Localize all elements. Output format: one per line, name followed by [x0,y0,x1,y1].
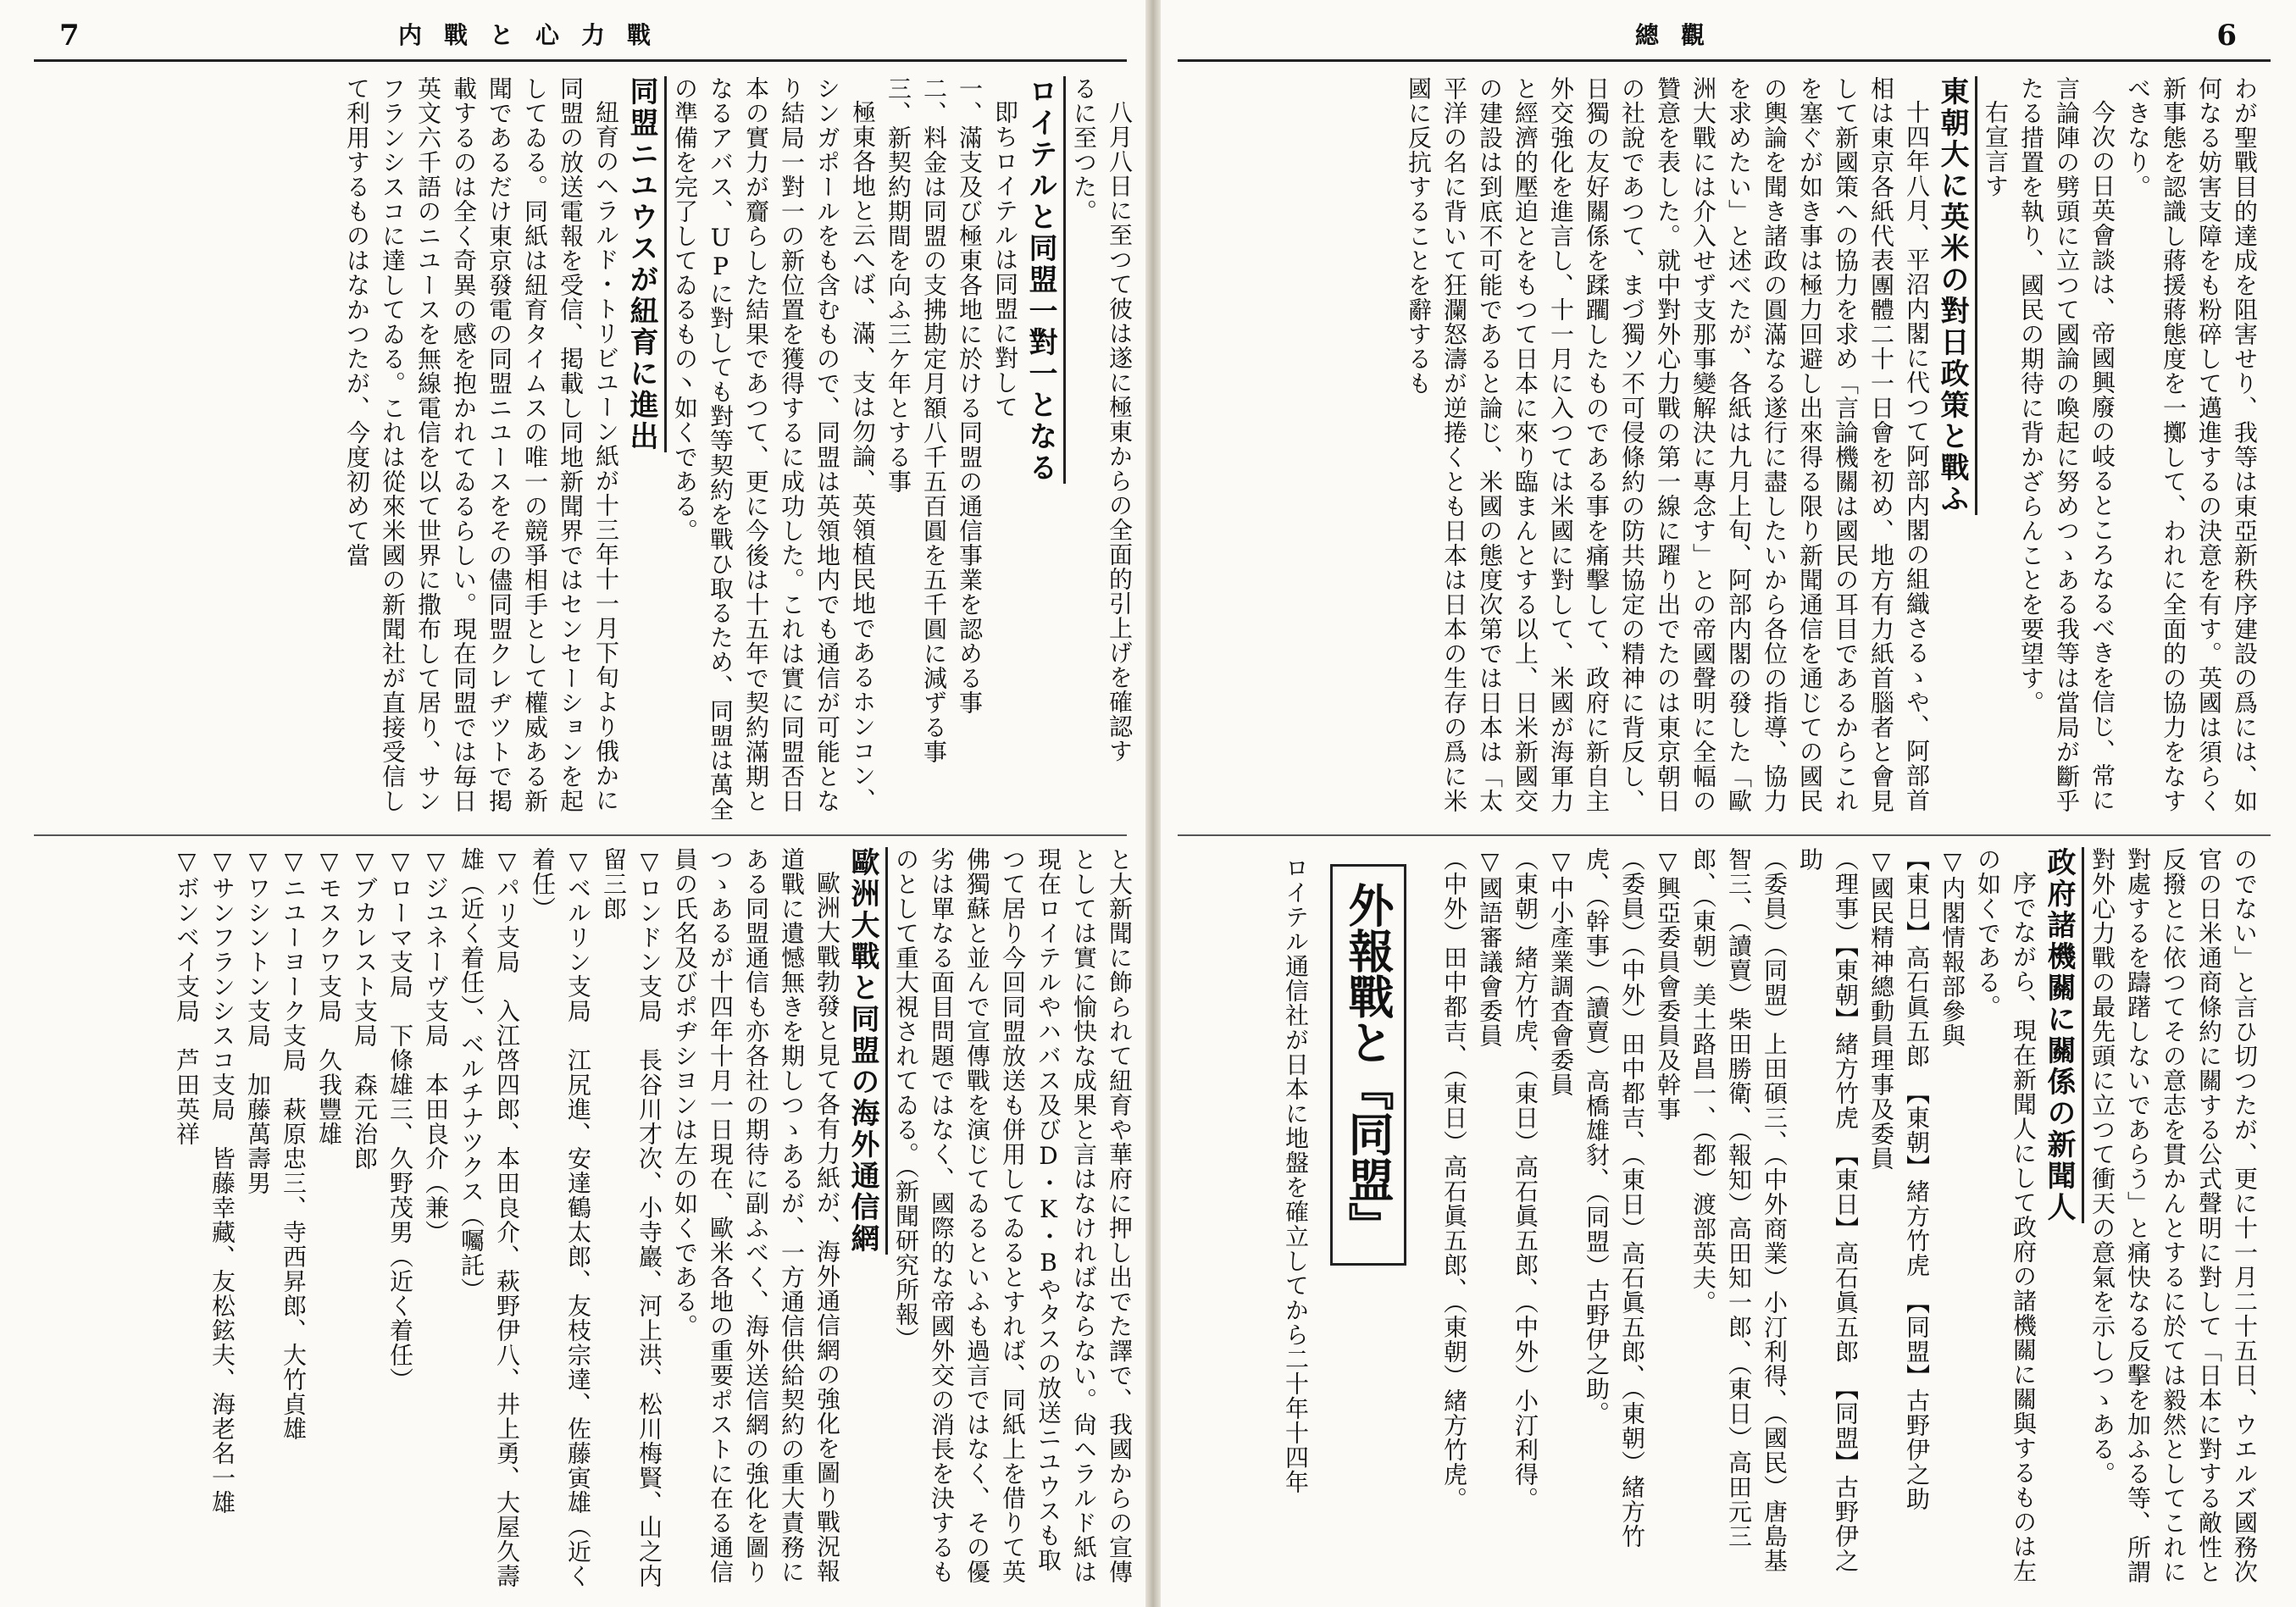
gov-list-line: （中外）田中都吉、（東日）高石眞五郎、（東朝）緒方竹虎。 [1440,847,1468,1511]
reuters-clause: 三、新契約期間を向ふ三ケ年とする事 [885,76,912,494]
left-lower-columns [44,847,1137,1593]
bureau-line: ▽ジユネーヴ支局 本田良介（兼） [422,847,450,1244]
gov-list-line: ▽中小產業調査會委員 [1547,847,1575,1097]
gov-heading: 政府諸機關に關係の新聞人 [2041,847,2084,1593]
ny-heading: 同盟ニユウスが紐育に進出 [624,76,667,822]
intro-line: るに至つた。 [1070,76,1098,224]
right-upper-columns [1186,76,2262,822]
box-title: 外報戰と『同盟』 [1330,864,1406,1266]
header-rule-right [1178,59,2271,62]
gov-list-line: （理事）【東朝】緒方竹虎 【東日】高石眞五郎 【同盟】古野伊之助 [1796,847,1860,1573]
gov-intro: 序でながら、現在新聞人にして政府の諸機關に關與するものは左の如くである。 [1974,847,2038,1583]
reuters-heading: ロイテルと同盟一對一となる [1023,76,1066,822]
page-number-right: 6 [2216,19,2237,53]
asahi-para: 十四年八月、平沼内閣に代つて阿部内閣の組織さるゝや、阿部首相は東京各紙代表團體二十一日會を初め、地方有力紙首腦者と會見して新國策への協力を求め「言論機關は國民の耳目であるからこれを塞ぐが如き事は極力回避し出來得る限り新聞通信を通じての國民の輿論を聞き諸政の圓滿なる遂行に盡したいから各位の指導、協力を求めたい」と述べたが、各紙は九月上旬、阿部内閣の發した「歐洲大戰には介入せず支那事變解決に專念す」との帝國聲明に全幅の贊意を表した。就中對外心力戰の第一線に躍り出でたのは東京朝日の社說であつて、まづ獨ソ不可侵條約の防共協定の精神に背反し、日獨の友好關係を蹂躙したものである事を痛擊して、政府に新自主外交強化を進言し、十一月に入つては米國に對して、米國が海軍力と經濟的壓迫とをもつて日本に來り臨まんとする以上、日米新國交の建設は到底不可能であると論じ、米國の態度次第では日本は「太平洋の名に背いて狂瀾怒濤が逆捲くとも日本は日本の生存の爲に米國に反抗することを辭するも [1405,76,1931,813]
wartime-heading: 歐洲大戰と同盟の海外通信網 [845,847,888,1593]
bureau-line: ▽サンフランシスコ支局 皆藤幸藏、友松鉉夫、海老名一雄 [208,847,236,1515]
final-line-column [1262,856,1313,1593]
final-line: ロイテル通信社が日本に地盤を確立してから二十年十四年 [1282,856,1310,1494]
reuters-clause: 二、料金は同盟の支拂勘定月額八千五百圓を五千圓に減ずる事 [920,76,948,764]
right-lower-columns [1440,847,2262,1593]
gov-list-line: （委員）（同盟）上田碩三、（中外商業）小汀利得、（國民）唐島基智三、（讀賣）柴田勝衛、（報知）高田知一郎、（東日）高田元三郎、（東朝）美土路昌一、（都）渡部英夫。 [1689,847,1789,1573]
bureau-line: ▽パリ支局 入江啓四郎、本田良介、萩野伊八、井上勇、大屋久壽雄（近く着任）、ベルチナツクス（囑託） [458,847,521,1588]
gov-list-line: ▽内閣情報部參與 [1938,847,1966,1048]
declaration-para: わが聖戰目的達成を阻害せり、我等は東亞新秩序建設の爲には、如何なる妨害支障をも粉碎して邁進するの決意を有す。英國は須らく新事態を認識し蔣援蔣態度を一擲して、われに全面的の協力をなすべきなり。 [2124,76,2259,813]
gov-list-line: ▽興亞委員會委員及幹事 [1654,847,1682,1122]
gov-list-line: （東朝）緒方竹虎、（東日）高石眞五郎、（中外）小汀利得。 [1511,847,1539,1511]
reuters-para: 極東各地と云へば、滿、支は勿論、英領植民地であるホンコン、シンガポールをも含むもので、同盟は英領地内でも通信が可能となり結局一對一の新位置を獲得するに成功した。これは實に同盟否日本の實力が齎らした結果であつて、更に今後は十五年で契約滿期となるアバス、UPに對しても對等契約を戰ひ取るため、同盟は萬全の準備を完了してゐるもの丶如くである。 [671,76,877,822]
gov-list-line: ▽國民精神總動員理事及委員 [1867,847,1895,1171]
right-page [1161,0,2296,1607]
running-head-right: 總觀 [1635,21,1728,49]
left-upper-columns [44,76,1137,822]
bureau-line: ▽ボンベイ支局 芦田英祥 [173,847,201,1146]
bureau-line: ▽ロンドン支局 長谷川才次、小寺巖、河上洪、松川梅賢、山之内留三郎 [600,847,663,1588]
gov-list-line: 【東日】高石眞五郎 【東朝】緒方竹虎 【同盟】古野伊之助 [1903,847,1931,1511]
bureau-line: ▽ベルリン支局 江尻進、安達鶴太郎、友枝宗達、佐藤寅雄（近く着任） [529,847,592,1588]
reuters-para: 即ちロイテルは同盟に對して [991,100,1019,419]
reuters-clause: 一、滿支及び極東各地に於ける同盟の通信事業を認める事 [956,76,984,715]
bureau-line: ▽モスクワ支局 久我豐雄 [315,847,343,1146]
page-number-left: 7 [59,19,80,53]
gov-list-line: （委員）（中外）田中都吉、（東日）高石眞五郎、（東朝）緒方竹虎、（幹事）（讀賣）高橋雄豺、（同盟）古野伊之助。 [1583,847,1646,1549]
wartime-para: 歐洲大戰勃發と見て各有力紙が、海外通信網の強化を圖り戰況報道戰に遺憾無きを期しつゝあるが、一方通信供給契約の重大責務にある同盟通信も亦各社の期待に副ふべく、海外送信網の強化を圖りつゝあるが十四年十月一日現在、歐米各地の重要ポストに在る通信員の氏名及びポヂシヨンは左の如くである。 [671,847,841,1584]
bureau-line: ▽ブカレスト支局 森元治郎 [351,847,379,1171]
asahi-heading: 東朝大に英米の對日政策と戰ふ [1934,76,1977,822]
intro-line: 八月八日に至つて彼は遂に極東からの全面的引上げを確認す [1106,100,1134,763]
asahi-continuation: のでない」と言ひ切つたが、更に十一月二十五日、ウエルズ國務次官の日米通商條約に關する公式聲明に對して「日本に對する敵性と反撥とに依つてその意志を貫かんとするに於ては毅然としてこれに對處するを躊躇しないであらう」と痛快なる反擊を加ふる等、所謂對外心力戰の最先頭に立つて衝天の意氣を示しつゝある。 [2088,847,2259,1584]
declaration-para: 今次の日英會談は、帝國興廢の岐るところなるべきを信じ、常に言論陣の劈頭に立つて國論の喚起に努めつゝある我等は當局が斷乎たる措置を執り、國民の期待に背かざらんことを要望す。 [2017,76,2116,813]
section-divider-left [34,834,1127,836]
declaration-signoff: 右宣言す [1982,100,2010,198]
ny-para: 紐育のヘラルド・トリビユーン紙が十三年十一月下旬より俄かに同盟の放送電報を受信、掲載し同地新聞界ではセンセーションを起してゐる。同紙は紐育タイムスの唯一の競爭相手として權威ある新聞であるだけ東京發電の同盟ニユースをその儘同盟クレヂツトで掲載するのは全く奇異の感を抱かれてゐるらしい。現在同盟では毎日英文六千語のニユースを無線電信を以て世界に撒布して居り、サンフランシスコに達してゐる。これは從來米國の新聞社が直接受信して利用するものはなかつたが、今度初めて當 [343,76,620,813]
ny-continuation: と大新聞に飾られて紐育や華府に押し出でた譯で、我國からの宣傳としては實に愉快な成果と言はなければならない。尙ヘラルド紙は現在ロイテルやハバス及びD・K・Bやタスの放送ニユウスも取つて居り今回同盟放送も併用してゐるとすれば、同紙上を借りて英佛獨蘇と並んで宣傳戰を演じてゐるといふも過言ではなく、その優劣は單なる面目問題ではなく、國際的な帝國外交の消長を決するものとして重大視されてゐる。（新聞研究所報） [892,847,1134,1584]
book-gutter [1145,0,1161,1607]
section-divider-right [1178,834,2271,836]
bureau-line: ▽ワシントン支局 加藤萬壽男 [244,847,272,1195]
gov-list-line: ▽國語審議會委員 [1476,847,1504,1048]
running-head-left: 内戰と心力戰 [398,21,674,49]
bureau-line: ▽ニユーヨーク支局 萩原忠三、寺西昇郎、大竹貞雄 [280,847,308,1441]
header-rule-left [34,59,1127,62]
bureau-line: ▽ローマ支局 下條雄三、久野茂男（近く着任） [386,847,414,1392]
left-page [0,0,1145,1607]
